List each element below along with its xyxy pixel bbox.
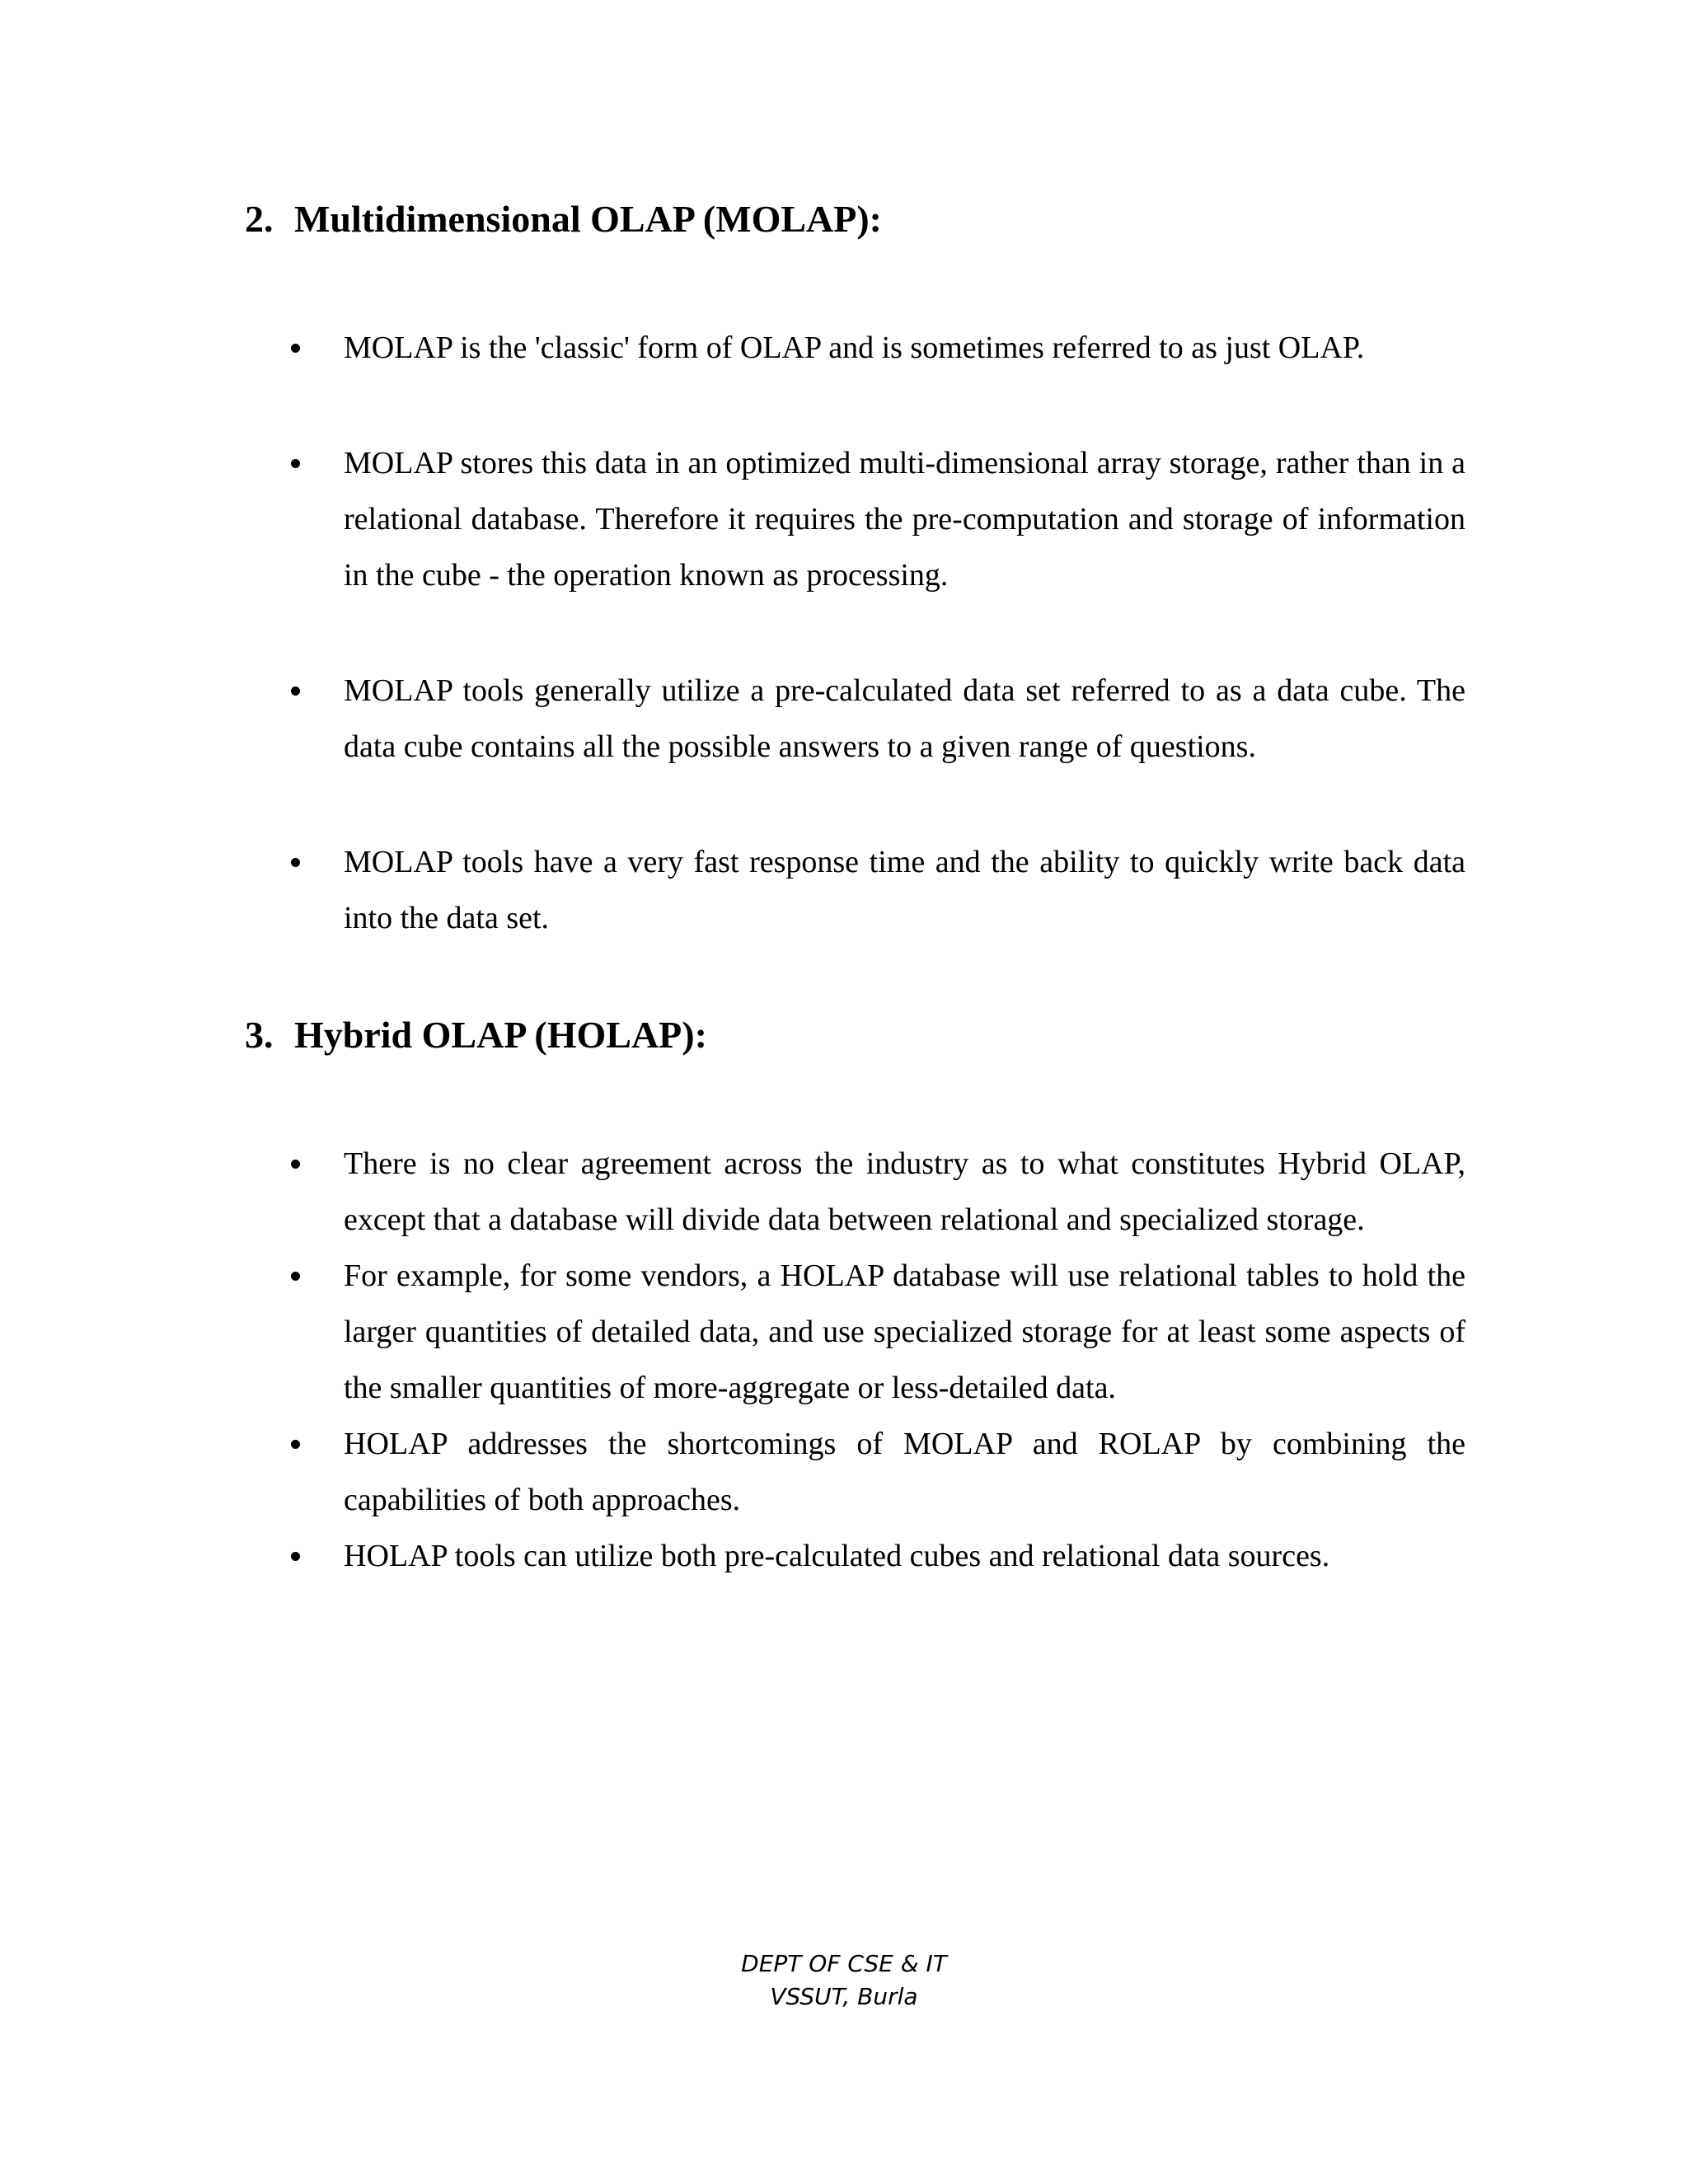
bullet-icon <box>291 858 300 867</box>
section-title: Multidimensional OLAP (MOLAP): <box>294 198 882 240</box>
list-item <box>291 1528 1465 1584</box>
molap-bullet-list-2 <box>291 435 1465 603</box>
bullet-icon <box>291 687 300 696</box>
bullet-text: HOLAP addresses the shortcomings of MOLAP and ROLAP by combining the capabilities of both approaches. <box>344 1427 1465 1517</box>
bullet-icon <box>291 1160 300 1169</box>
bullet-icon <box>291 1272 300 1281</box>
list-item <box>291 320 1465 376</box>
bullet-icon <box>291 344 300 353</box>
section-heading-holap <box>245 1016 707 1054</box>
section-number: 3. <box>245 1014 274 1056</box>
molap-bullet-list <box>291 320 1465 376</box>
bullet-text: MOLAP is the 'classic' form of OLAP and is sometimes referred to as just OLAP. <box>344 330 1365 365</box>
bullet-icon <box>291 1440 300 1449</box>
page-footer <box>0 1947 1688 2013</box>
bullet-text: HOLAP tools can utilize both pre-calculated cubes and relational data sources. <box>344 1539 1330 1573</box>
bullet-text: MOLAP tools generally utilize a pre-calculated data set referred to as a data cube. The data cube contains all the possible answers to a given range of questions. <box>344 673 1465 764</box>
molap-bullet-list-3 <box>291 663 1465 775</box>
section-heading-molap <box>245 200 882 238</box>
bullet-icon <box>291 1552 300 1561</box>
bullet-text: There is no clear agreement across the industry as to what constitutes Hybrid OLAP, except that a database will divide data between relational and specialized storage. <box>344 1146 1465 1237</box>
footer-institution: VSSUT, Burla <box>770 1983 918 2010</box>
section-number: 2. <box>245 198 274 240</box>
molap-bullet-list-4 <box>291 834 1465 946</box>
holap-bullet-list <box>291 1136 1465 1584</box>
list-item <box>291 663 1465 775</box>
list-item <box>291 834 1465 946</box>
bullet-icon <box>291 459 300 468</box>
bullet-text: MOLAP tools have a very fast response time and the ability to quickly write back data into the data set. <box>344 845 1465 935</box>
list-item <box>291 1416 1465 1528</box>
list-item <box>291 1248 1465 1416</box>
bullet-text: MOLAP stores this data in an optimized multi-dimensional array storage, rather than in a relational database. Therefore it requires the pre-computation and storage of information in the cube - the operation known as processing. <box>344 446 1465 593</box>
list-item <box>291 1136 1465 1248</box>
list-item <box>291 435 1465 603</box>
footer-department: DEPT OF CSE & IT <box>741 1950 947 1977</box>
bullet-text: For example, for some vendors, a HOLAP database will use relational tables to hold the larger quantities of detailed data, and use specialized storage for at least some aspects of the smaller quantities of more-aggregate or less-detailed data. <box>344 1258 1465 1405</box>
section-title: Hybrid OLAP (HOLAP): <box>294 1014 707 1056</box>
